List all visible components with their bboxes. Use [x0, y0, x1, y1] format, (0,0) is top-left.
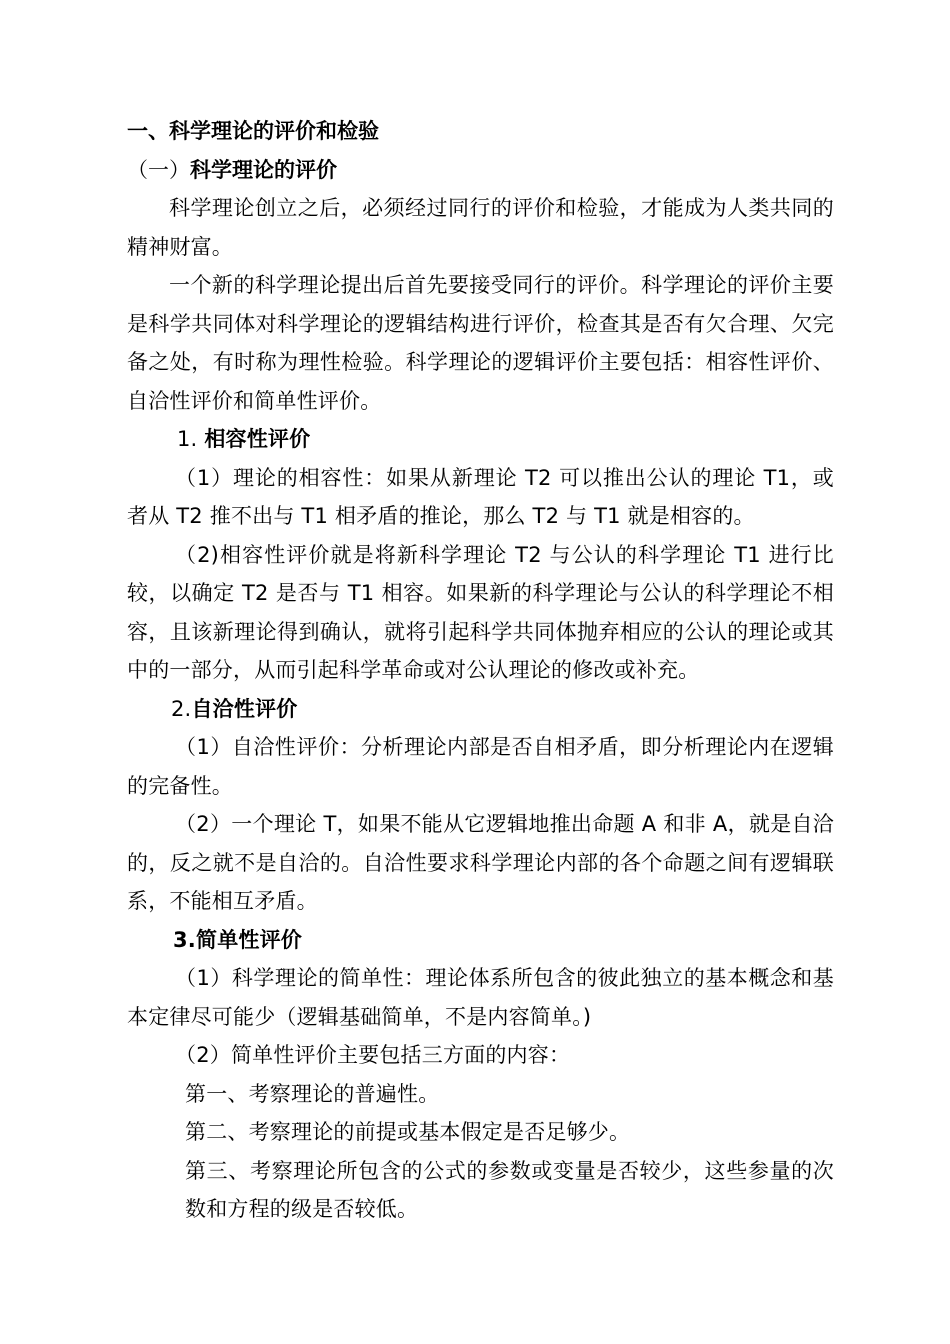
section-2-number: 2. — [171, 696, 192, 721]
section-2-item-1: （1）自洽性评价：分析理论内部是否自相矛盾，即分析理论内在逻辑的完备性。 — [127, 735, 834, 798]
document-page — [127, 112, 834, 1229]
section-1-item-1: （1）理论的相容性：如果从新理论 T2 可以推出公认的理论 T1，或者从 T2 推不出与 T1 相矛盾的推论，那么 T2 与 T1 就是相容的。 — [127, 465, 834, 528]
section-1-heading — [127, 420, 834, 459]
section-3-point-3: 第三、考察理论所包含的公式的参数或变量是否较少，这些参量的次数和方程的级是否较低。 — [185, 1158, 834, 1221]
sub-heading-paren: （一） — [127, 157, 190, 182]
section-3-item-2: （2）简单性评价主要包括三方面的内容： — [175, 1043, 571, 1067]
main-heading: 一、科学理论的评价和检验 — [127, 119, 379, 143]
sub-heading-text: 科学理论的评价 — [190, 157, 337, 182]
section-2-item-2: （2）一个理论 T，如果不能从它逻辑地推出命题 A 和非 A，就是自洽的，反之就不是自洽的。自洽性要求科学理论内部的各个命题之间有逻辑联系，不能相互矛盾。 — [127, 812, 834, 913]
section-1-item-2: （2)相容性评价就是将新科学理论 T2 与公认的科学理论 T1 进行比较，以确定 T2 是否与 T1 相容。如果新的科学理论与公认的科学理论不相容，且该新理论得到确认，就将引起科学共同体抛弃相应的公认的理论或其中的一部分，从而引起科学革命或对公认理论的修改或补充。 — [127, 542, 834, 682]
paragraph-evaluation: 一个新的科学理论提出后首先要接受同行的评价。科学理论的评价主要是科学共同体对科学理论的逻辑结构进行评价，检查其是否有欠合理、欠完备之处，有时称为理性检验。科学理论的逻辑评价主要包括：相容性评价、自洽性评价和简单性评价。 — [127, 273, 834, 413]
section-2-heading — [127, 690, 834, 729]
section-1-number: 1. — [177, 427, 205, 451]
section-3-item-1: （1）科学理论的简单性：理论体系所包含的彼此独立的基本概念和基本定律尽可能少（逻辑基础简单，不是内容简单。) — [127, 966, 834, 1029]
section-2-title: 自洽性评价 — [191, 696, 298, 721]
section-3-heading: 3.简单性评价 — [173, 927, 302, 952]
sub-heading — [127, 151, 834, 190]
section-1-title: 相容性评价 — [204, 427, 311, 451]
section-3-point-2: 第二、考察理论的前提或基本假定是否足够少。 — [185, 1120, 631, 1144]
section-3-point-1: 第一、考察理论的普遍性。 — [185, 1081, 440, 1106]
paragraph-intro: 科学理论创立之后，必须经过同行的评价和检验，才能成为人类共同的精神财富。 — [127, 196, 834, 259]
